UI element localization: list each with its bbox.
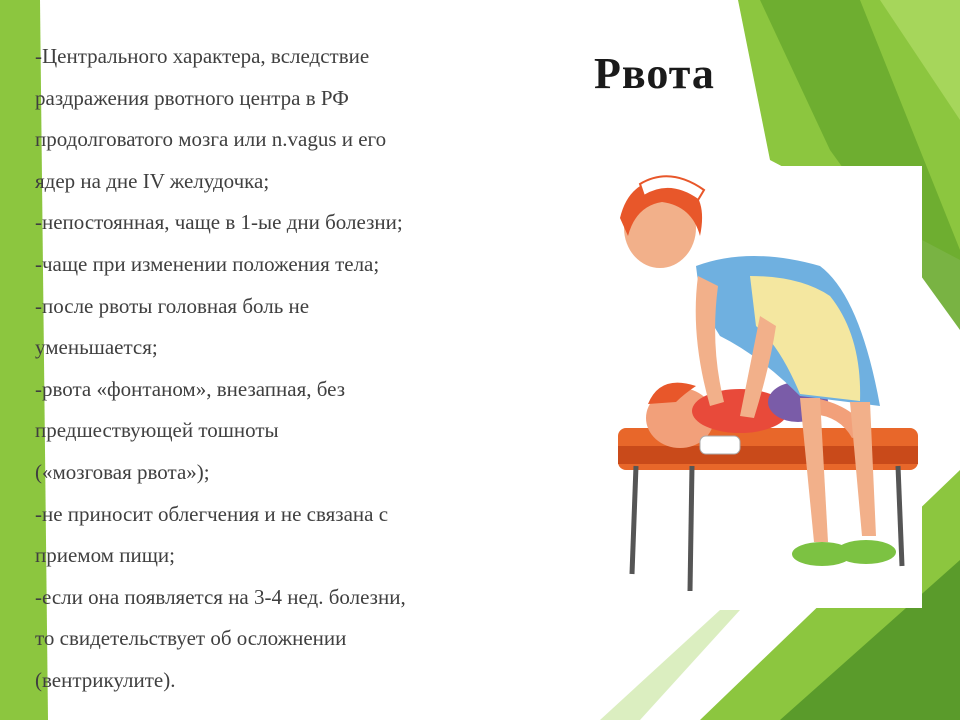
body-line: -рвота «фонтаном», внезапная, без [35,376,346,401]
body-line: -Центрального характера, вследствие [35,44,370,68]
towel [700,436,740,454]
body-line: раздражения рвотного центра в РФ [35,85,349,110]
body-line: ядер на дне IV желудочка; [35,168,270,193]
body-line: предшествующей тошноты [35,418,279,443]
body-line: приемом пищи; [35,543,175,568]
body-line: -не приносит облегчения и не связана с [35,501,389,526]
slide-title: Рвота [594,49,715,98]
nurse-child-illustration [600,166,922,608]
body-line: то свидетельствует об осложнении [35,626,347,651]
body-line: (вентрикулите). [35,667,176,692]
couch-leg [690,466,692,591]
body-line: -если она появляется на 3-4 нед. болезни, [35,584,406,609]
body-line: («мозговая рвота»); [35,459,210,484]
body-line: уменьшается; [35,335,158,360]
slipper [836,540,896,564]
couch-side [618,446,918,464]
body-line: продолговатого мозга или n.vagus и его [35,127,387,152]
body-line: -непостоянная, чаще в 1-ые дни болезни; [35,210,403,235]
body-line: -чаще при изменении положения тела; [35,251,380,276]
body-text [35,36,525,702]
body-line: -после рвоты головная боль не [35,293,310,318]
